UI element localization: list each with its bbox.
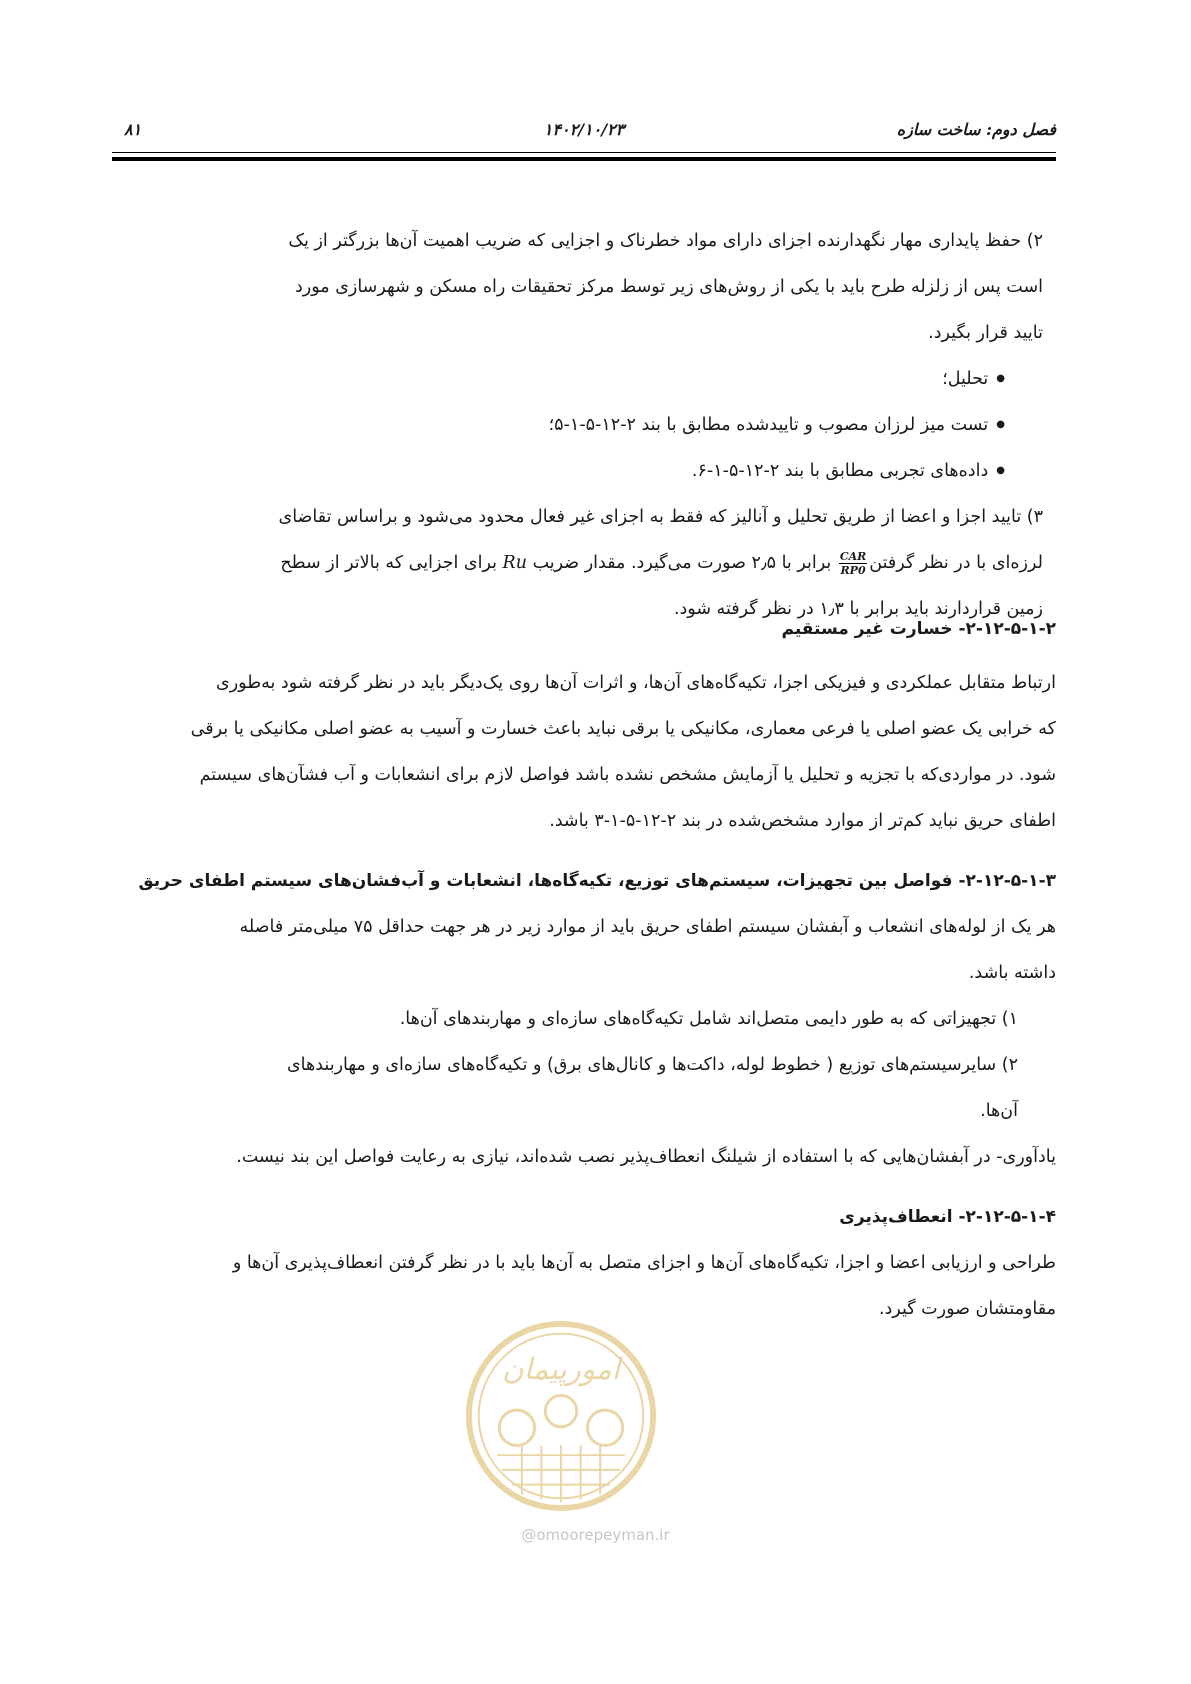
paragraph-line: که خرابی یک عضو اصلی یا فرعی معماری، مکانیکی یا برقی نباید باعث خسارت و آسیب به عضو اصلی مکانیکی یا برقی bbox=[190, 719, 1056, 739]
paragraph-line: داشته باشد. bbox=[968, 963, 1056, 983]
item3-line: زمین قراردارند باید برابر با ۱٫۳ در نظر گرفته شود. bbox=[673, 599, 1043, 619]
chapter-title: فصل دوم: ساخت سازه bbox=[896, 120, 1056, 139]
list-item: ● داده‌های تجربی مطابق با بند ۲-۱۲-۵-۱-۶. bbox=[215, 448, 1005, 494]
section-heading: ۲-۱۲-۵-۱-۳- فواصل بین تجهیزات، سیستم‌های توزیع، تکیه‌گاه‌ها، انشعابات و آب‌فشان‌های سیستم اطفای حریق bbox=[138, 871, 1056, 891]
item2-line: ۲) حفظ پایداری مهار نگهدارنده اجزای دارای مواد خطرناک و اجزایی که ضریب اهمیت آن‌ها بزرگتر از یک bbox=[288, 231, 1043, 251]
paragraph-line: ارتباط متقابل عملکردی و فیزیکی اجزا، تکیه‌گاه‌های آن‌ها، و اثرات آن‌ها روی یک‌دیگر باید در نظر گرفته شود به‌طوری bbox=[216, 673, 1056, 693]
note: یادآوری- در آبفشان‌هایی که با استفاده از شیلنگ انعطاف‌پذیر نصب شده‌اند، نیازی به رعایت فواصل این بند نیست. bbox=[236, 1147, 1056, 1167]
paragraph-line: مقاومتشان صورت گیرد. bbox=[878, 1299, 1056, 1319]
header-rule-thin bbox=[112, 152, 1056, 153]
item3-line: ۳) تایید اجزا و اعضا از طریق تحلیل و آنالیز که فقط به اجزای غیر فعال محدود می‌شود و براساس تقاضای bbox=[278, 507, 1043, 527]
watermark-logo bbox=[463, 1318, 659, 1514]
section-a bbox=[215, 218, 1043, 632]
body-sections bbox=[112, 606, 1056, 1332]
page-header bbox=[112, 120, 1056, 142]
item3-text: لرزه‌ای با در نظر گرفتن bbox=[869, 553, 1043, 573]
list-item: ● تحلیل؛ bbox=[215, 356, 1005, 402]
paragraph-line: طراحی و ارزیابی اعضا و اجزا، تکیه‌گاه‌های آن‌ها و اجزای متصل به آن‌ها باید با در نظر گرفتن انعطاف‌پذیری آن‌ها و bbox=[232, 1253, 1056, 1273]
item3-line bbox=[215, 540, 1043, 586]
watermark-site: @omoorepeyman.ir bbox=[521, 1526, 670, 1544]
section-heading: ۲-۱۲-۵-۱-۴- انعطاف‌پذیری bbox=[839, 1207, 1056, 1227]
item3-text: برابر با ۲٫۵ صورت می‌گیرد. مقدار ضریب bbox=[532, 553, 832, 573]
item2-line: تایید قرار بگیرد. bbox=[928, 323, 1043, 343]
page-number: ۸۱ bbox=[124, 120, 142, 139]
list-item: ● تست میز لرزان مصوب و تاییدشده مطابق با بند ۲-۱۲-۵-۱-۵؛ bbox=[215, 402, 1005, 448]
list-item: ۱) تجهیزاتی که به طور دایمی متصل‌اند شامل تکیه‌گاه‌های سازه‌ای و مهاربندهای آن‌ها. bbox=[399, 1009, 1018, 1029]
item2-line: است پس از زلزله طرح باید با یکی از روش‌های زیر توسط مرکز تحقیقات راه مسکن و شهرسازی مورد bbox=[294, 277, 1043, 297]
paragraph-line: هر یک از لوله‌های انشعاب و آبفشان سیستم اطفای حریق باید از موارد زیر در هر جهت حداقل ۷۵ میلی‌متر فاصله bbox=[239, 917, 1056, 937]
list-item: آن‌ها. bbox=[980, 1101, 1018, 1121]
list-item: ۲) سایرسیستم‌های توزیع ( خطوط لوله، داکت‌ها و کانال‌های برق) و تکیه‌گاه‌های سازه‌ای و مهاربندهای bbox=[286, 1055, 1018, 1075]
method-list bbox=[215, 356, 1043, 494]
header-date: ۱۴۰۲/۱۰/۲۳ bbox=[543, 120, 625, 139]
fraction-numerator: CAR bbox=[839, 549, 867, 563]
logo-text: امورپیمان bbox=[502, 1351, 620, 1386]
paragraph-line: شود. در مواردی‌که با تجزیه و تحلیل یا آزمایش مشخص نشده باشد فواصل لازم برای انشعابات و آب فشآن‌های سیستم bbox=[199, 765, 1056, 785]
car-rp0-fraction bbox=[839, 550, 867, 577]
ru-symbol: Ru bbox=[502, 553, 527, 573]
paragraph-line: اطفای حریق نباید کم‌تر از موارد مشخص‌شده در بند ۲-۱۲-۵-۱-۳ باشد. bbox=[549, 811, 1056, 831]
fraction-denominator: RP0 bbox=[840, 563, 866, 577]
item3-text: برای اجزایی که بالاتر از سطح bbox=[280, 553, 497, 573]
section-heading: ۲-۱۲-۵-۱-۲- خسارت غیر مستقیم bbox=[781, 619, 1056, 639]
header-rule-thick bbox=[112, 157, 1056, 161]
